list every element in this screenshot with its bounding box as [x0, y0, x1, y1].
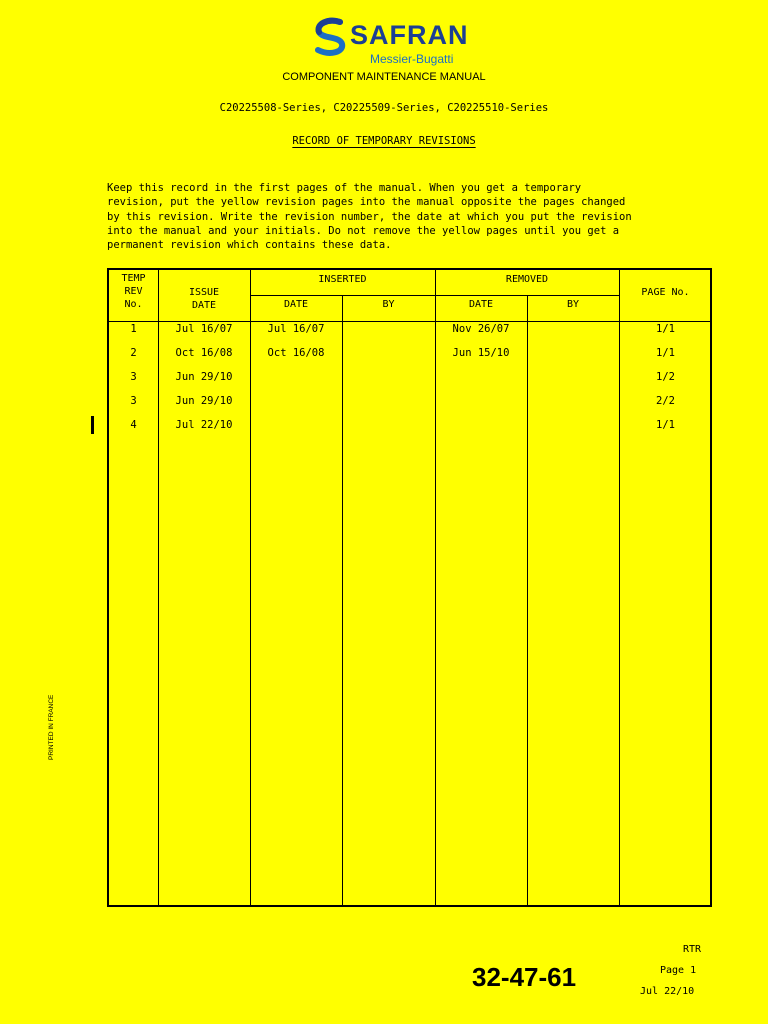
page-title-text: RECORD OF TEMPORARY REVISIONS: [292, 135, 476, 147]
cell-issue-date: Jun 29/10: [175, 371, 233, 383]
table-divider: [435, 270, 436, 905]
intro-paragraph: Keep this record in the first pages of the manual. When you get a temporary revision, put the yellow revision pages into the manual opposite the pages changed by this revision. Write the revision number, the date at which you put the revision into the manual and your initials. Do not remove the yellow pages until you get a permanent revision which contains these data.: [107, 182, 632, 252]
header-removed-by: BY: [566, 299, 580, 310]
safran-logo-icon: [310, 16, 350, 58]
cell-inserted-date: Oct 16/08: [267, 347, 325, 359]
cell-rev: 4: [130, 419, 137, 431]
cell-issue-date: Jun 29/10: [175, 395, 233, 407]
cell-rev: 2: [130, 347, 137, 359]
header-page-no: PAGE No.: [641, 287, 690, 298]
header-removed: REMOVED: [505, 274, 549, 285]
cell-page: 1/1: [656, 347, 675, 359]
cell-rev: 1: [130, 323, 137, 335]
cell-page: 2/2: [656, 395, 675, 407]
cell-page: 1/1: [656, 323, 675, 335]
cell-page: 1/2: [656, 371, 675, 383]
header-inserted-by: BY: [382, 299, 395, 310]
page-number: Page 1: [660, 965, 697, 976]
revision-record-table: [107, 268, 712, 907]
cell-rev: 3: [130, 395, 137, 407]
table-divider: [158, 270, 159, 905]
page-date: Jul 22/10: [640, 986, 695, 997]
series-line: C20225508-Series, C20225509-Series, C20225510-Series: [219, 102, 549, 114]
header-inserted-date: DATE: [283, 299, 309, 310]
logo-wordmark: SAFRAN: [350, 20, 469, 50]
cell-issue-date: Jul 22/10: [175, 419, 233, 431]
table-divider: [619, 270, 620, 905]
logo-subtitle: Messier-Bugatti: [370, 52, 454, 66]
footer-code: RTR: [683, 944, 702, 955]
table-divider: [250, 295, 619, 296]
cell-rev: 3: [130, 371, 137, 383]
printed-in-france-label: PRINTED IN FRANCE: [48, 694, 55, 760]
cell-inserted-date: Jul 16/07: [267, 323, 325, 335]
ata-chapter-number: 32-47-61: [472, 962, 577, 992]
header-issue-date: ISSUE DATE: [188, 287, 220, 311]
header-inserted: INSERTED: [318, 274, 367, 285]
header-temp-rev: TEMP REV No.: [121, 273, 146, 310]
table-divider: [250, 270, 251, 905]
table-divider: [527, 295, 528, 905]
table-divider: [342, 295, 343, 905]
cell-removed-date: Nov 26/07: [452, 323, 510, 335]
header-removed-date: DATE: [468, 299, 494, 310]
manual-title: COMPONENT MAINTENANCE MANUAL: [282, 71, 486, 83]
cell-removed-date: Jun 15/10: [452, 347, 510, 359]
cell-issue-date: Oct 16/08: [175, 347, 233, 359]
table-divider: [109, 321, 710, 322]
cell-issue-date: Jul 16/07: [175, 323, 233, 335]
page-title: [0, 135, 768, 147]
revision-change-bar: [91, 416, 94, 434]
cell-page: 1/1: [656, 419, 675, 431]
